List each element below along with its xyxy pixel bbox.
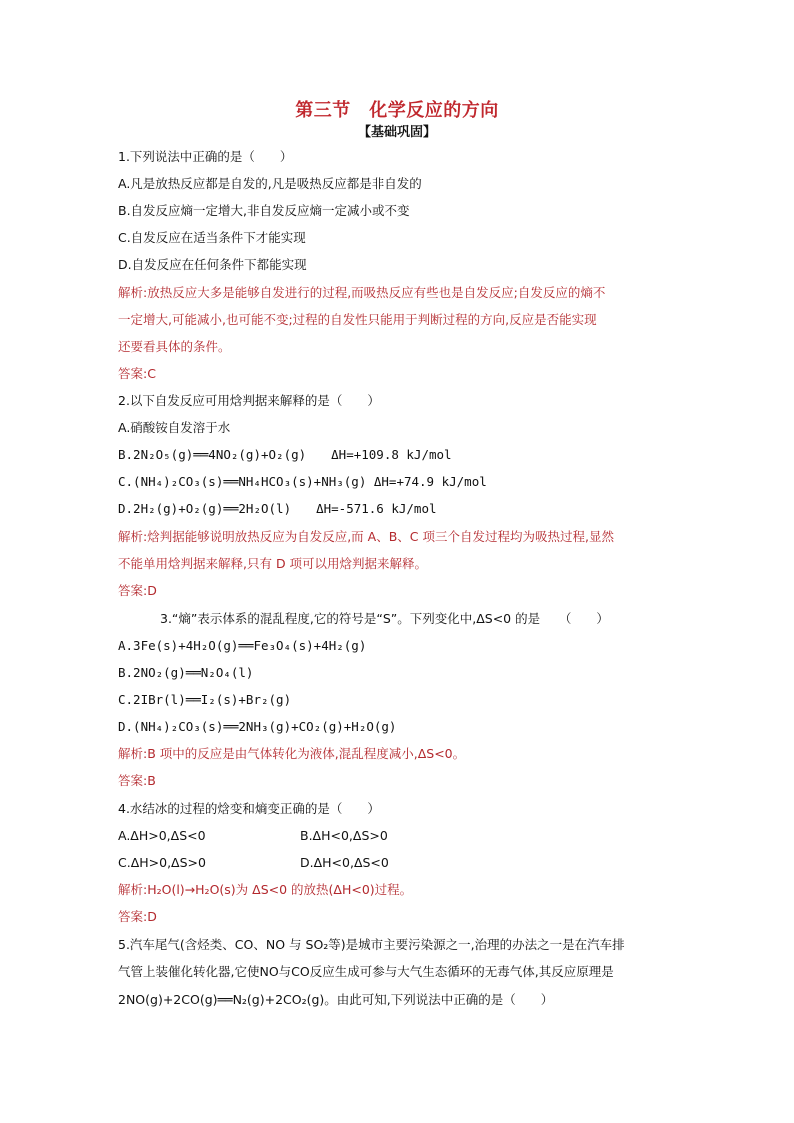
question-2-analysis: 解析:焓判据能够说明放热反应为自发反应,而 A、B、C 项三个自发过程均为吸热过程,显然	[118, 529, 614, 544]
question-4-option-a: A.ΔH>0,ΔS<0	[118, 828, 206, 843]
question-4: 4.水结冰的过程的焓变和熵变正确的是（ ）	[118, 801, 380, 816]
question-3: 3.“熵”表示体系的混乱程度,它的符号是“S”。下列变化中,ΔS<0 的是 （ ）	[160, 611, 609, 626]
question-3-option-b: B.2NO₂(g)══N₂O₄(l)	[118, 665, 254, 680]
question-3-option-c: C.2IBr(l)══I₂(s)+Br₂(g)	[118, 692, 292, 707]
question-1-analysis: 还要看具体的条件。	[118, 339, 231, 354]
question-1-option-d: D.自发反应在任何条件下都能实现	[118, 257, 307, 272]
question-2: 2.以下自发反应可用焓判据来解释的是（ ）	[118, 393, 380, 408]
question-1-option-a: A.凡是放热反应都是自发的,凡是吸热反应都是非自发的	[118, 176, 422, 191]
section-title: 第三节 化学反应的方向	[295, 100, 499, 121]
question-1: 1.下列说法中正确的是（ ）	[118, 149, 293, 164]
question-1-option-c: C.自发反应在适当条件下才能实现	[118, 230, 306, 245]
question-2-answer: 答案:D	[118, 583, 157, 598]
question-3-analysis: 解析:B 项中的反应是由气体转化为液体,混乱程度减小,ΔS<0。	[118, 746, 466, 761]
question-3-option-d: D.(NH₄)₂CO₃(s)══2NH₃(g)+CO₂(g)+H₂O(g)	[118, 719, 397, 734]
question-5: 气管上装催化转化器,它使NO与CO反应生成可参与大气生态循环的无毒气体,其反应原理是	[118, 964, 614, 979]
question-4-answer: 答案:D	[118, 909, 157, 924]
question-2-option-a: A.硝酸铵自发溶于水	[118, 420, 231, 435]
question-4-option-d: D.ΔH<0,ΔS<0	[300, 855, 389, 870]
question-2-option-b: B.2N₂O₅(g)══4NO₂(g)+O₂(g) ΔH=+109.8 kJ/mol	[118, 447, 452, 462]
question-4-option-b: B.ΔH<0,ΔS>0	[300, 828, 388, 843]
question-2-option-d: D.2H₂(g)+O₂(g)══2H₂O(l) ΔH=-571.6 kJ/mol	[118, 501, 437, 516]
question-1-analysis: 解析:放热反应大多是能够自发进行的过程,而吸热反应有些也是自发反应;自发反应的熵不	[118, 285, 606, 300]
question-5: 2NO(g)+2CO(g)══N₂(g)+2CO₂(g)。由此可知,下列说法中正确的是（ ）	[118, 992, 554, 1007]
question-2-option-c: C.(NH₄)₂CO₃(s)══NH₄HCO₃(s)+NH₃(g) ΔH=+74.9 kJ/mol	[118, 474, 487, 489]
question-1-option-b: B.自发反应熵一定增大,非自发反应熵一定减小或不变	[118, 203, 410, 218]
question-1-answer: 答案:C	[118, 366, 156, 381]
question-4-analysis: 解析:H₂O(l)→H₂O(s)为 ΔS<0 的放热(ΔH<0)过程。	[118, 882, 413, 897]
section-subtitle: 【基础巩固】	[357, 125, 436, 140]
question-1-analysis: 一定增大,可能减小,也可能不变;过程的自发性只能用于判断过程的方向,反应是否能实现	[118, 312, 597, 327]
question-5: 5.汽车尾气(含烃类、CO、NO 与 SO₂等)是城市主要污染源之一,治理的办法之一是在汽车排	[118, 937, 625, 952]
question-4-option-c: C.ΔH>0,ΔS>0	[118, 855, 206, 870]
question-3-option-a: A.3Fe(s)+4H₂O(g)══Fe₃O₄(s)+4H₂(g)	[118, 638, 367, 653]
question-3-answer: 答案:B	[118, 773, 156, 788]
question-2-analysis: 不能单用焓判据来解释,只有 D 项可以用焓判据来解释。	[118, 556, 428, 571]
